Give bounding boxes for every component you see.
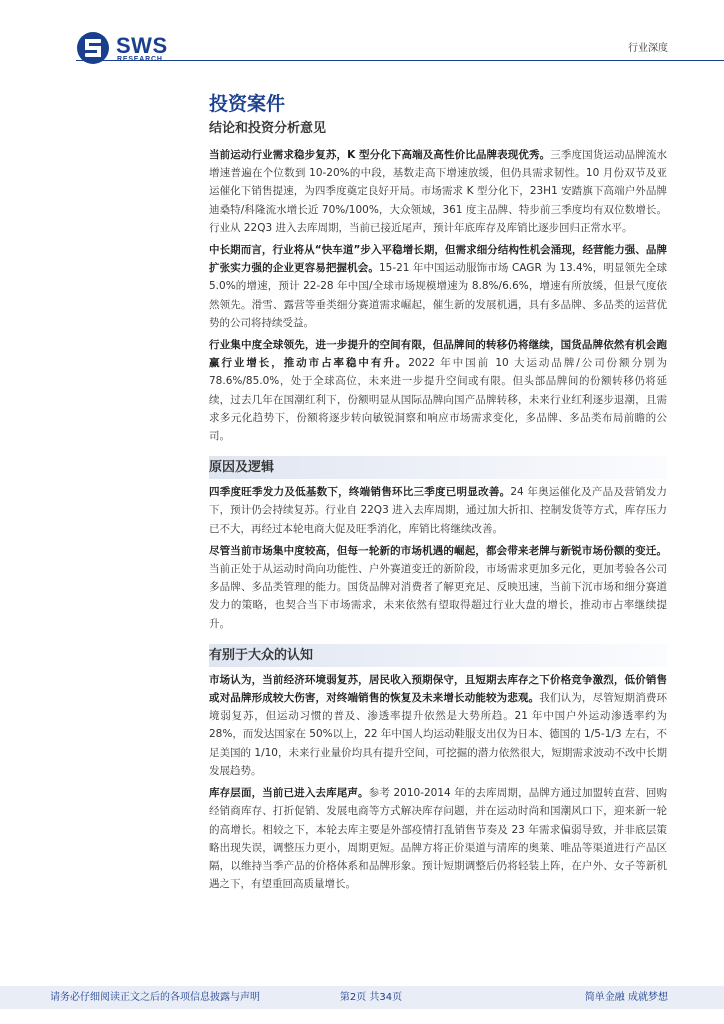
paragraph-body: 当前正处于从运动时尚向功能性、户外赛道变迁的新阶段，市场需求更加多元化，更加考验各公司多品牌、多品类管理的能力。国货品牌对消费者了解更充足、反映迅速，当前下沉市场和细分赛道发力的策略，也契合当下市场需求，未来依然有望取得超过行业大盘的增长，推动市占率继续提升。 [209,563,667,630]
sws-logo [76,31,236,67]
paragraph-lead: 四季度旺季发力及低基数下，终端销售环比三季度已明显改善。 [209,486,511,499]
header-divider [76,60,724,61]
paragraph [209,483,667,538]
paragraph-lead: 库存层面，当前已进入去库尾声。 [209,787,369,800]
section-heading-contrarian: 有别于大众的认知 [209,644,667,667]
main-content [209,92,667,897]
paragraph-body: 我们认为，尽管短期消费环境弱复苏，但运动习惯的普及、渗透率提升依然是大势所趋。21 年中国户外运动渗透率约为 28%，而发达国家在 50%以上，22 年中国人均运动鞋服支出仅为日本、德国的 1/5-1/3 左右，不足美国的 1/10，未来行业量价均具有提升空间，可挖掘的潜力依然很大，短期需求波动不改中长期发展趋势。 [209,692,667,777]
paragraph-lead: 尽管当前市场集中度较高，但每一轮新的市场机遇的崛起，都会带来老牌与新锐市场份额的变迁。 [209,544,667,557]
paragraph [209,542,667,633]
paragraph [209,671,667,780]
footer-slogan: 简单金融 成就梦想 [584,992,668,1003]
paragraph [209,241,667,332]
paragraph [209,336,667,445]
footer-page-number: 第2页 共34页 [339,992,403,1003]
paragraph-body: 15-21 年中国运动服饰市场 CAGR 为 13.4%，明显领先全球 5.0%的增速，预计 22-28 年中国/全球市场规模增速为 8.8%/6.6%，增速有所放缓，但景气度依然领先。滑雪、露营等垂类细分赛道需求崛起，催生新的发展机遇，具有多品牌、多品类的运营优势的公司将持续受益。 [209,262,667,329]
paragraph-body: 2022 年中国前 10 大运动品牌/公司份额分别为 78.6%/85.0%，处于全球高位，未来进一步提升空间或有限。但头部品牌间的份额转移仍将延续，过去几年在国潮红利下，份额明显从国际品牌向国产品牌转移，未来行业红利逐步退潮，且需求多元化趋势下，份额将逐步转向敏锐洞察和响应市场需求变化，多品牌、多品类布局前瞻的公司。 [209,357,667,443]
section-heading-reasons: 原因及逻辑 [209,456,667,479]
paragraph [209,784,667,893]
paragraph-lead: 行业集中度全球领先，进一步提升的空间有限，但品牌间的转移仍将继续，国货品牌依然有机会跑赢行业增长，推动市占率稳中有升。 [209,339,667,370]
report-type-tag: 行业深度 [628,43,668,54]
footer-disclaimer: 请务必仔细阅读正文之后的各项信息披露与声明 [50,992,260,1003]
paragraph-lead: 中长期而言，行业将从“快车道”步入平稳增长期，但需求细分结构性机会涌现，经营能力强、品牌扩张实力强的企业更容易把握机会。 [209,244,667,275]
paragraph-body: 三季度国货运动品牌流水增速普遍在个位数到 10-20%的中段，基数走高下增速放缓，但仍具需求韧性。10 月份双节及亚运催化下销售提速，为四季度奠定良好开局。市场需求 K 型分化下，23H1 安踏旗下高端户外品牌迪桑特/科隆流水增长近 70%/100%，大众领域，361 度主品牌、特步前三季度均有双位数增长。行业从 22Q3 进入去库周期，当前已接近尾声，预计年底库存及库销比逐步回归正常水平。 [209,149,668,234]
page-subtitle: 结论和投资分析意见 [209,121,327,136]
logo-text: SWS [116,33,168,58]
paragraph [209,146,667,237]
paragraph-body: 24 年奥运催化及产品及营销发力下，预计仍会持续复苏。行业自 22Q3 进入去库周期，通过加大折扣、控制发货等方式，库存压力已不大，再经过本轮电商大促及旺季消化，库销比将继续改善。 [209,486,667,535]
paragraph-body: 参考 2010-2014 年的去库周期，品牌方通过加盟转直营、回购经销商库存、打折促销、发展电商等方式解决库存问题，并在运动时尚和国潮风口下，迎来新一轮的高增长。相较之下，本轮去库主要是外部疫情打乱销售节奏及 23 年需求偏弱导致，并非底层策略出现失误，调整压力更小，周期更短。品牌方将正价渠道与清库的奥莱、唯品等渠道进行产品区隔，以维持当季产品的价格体系和品牌形象。预计短期调整后仍将轻装上阵，在户外、女子等新机遇之下，有望重回高质量增长。 [209,787,667,891]
paragraph-lead: 当前运动行业需求稳步复苏，K 型分化下高端及高性价比品牌表现优秀。 [209,149,551,161]
paragraph-lead: 市场认为，当前经济环境弱复苏，居民收入预期保守，且短期去库存之下价格竞争激烈，低价销售或对品牌形成较大伤害，对终端销售的恢复及未来增长动能较为悲观。 [209,673,667,705]
page-title: 投资案件 [209,93,286,115]
